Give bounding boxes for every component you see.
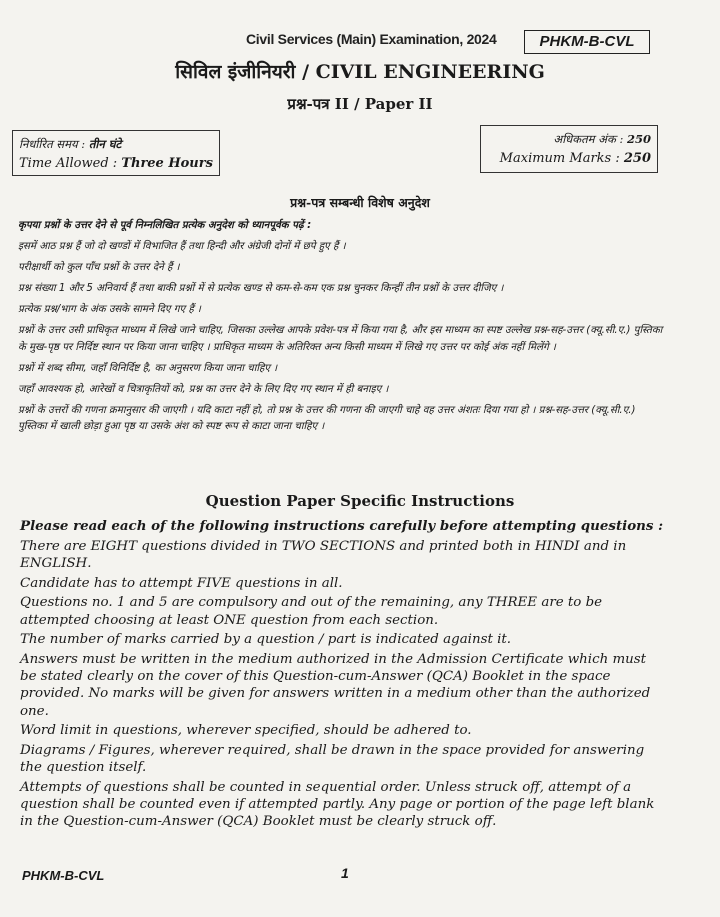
hindi-instruction-item: जहाँ आवश्यक हो, आरेखों व चित्राकृतियों को, प्रश्न का उत्तर देने के लिए दिए गए स्थान में ही बनाइए । <box>18 383 389 395</box>
time-hindi-row <box>19 135 213 154</box>
footer-paper-code: PHKM-B-CVL <box>22 868 105 883</box>
hindi-instructions-lead: कृपया प्रश्नों के उत्तर देने से पूर्व निम्नलिखित प्रत्येक अनुदेश को ध्यानपूर्वक पढ़ें : <box>18 220 312 231</box>
time-english-row <box>19 154 213 173</box>
english-instructions-heading: Question Paper Specific Instructions <box>205 492 515 510</box>
time-allowed-box <box>12 130 220 176</box>
hindi-instruction-item: परीक्षार्थी को कुल पाँच प्रश्नों के उत्तर देने हैं । <box>18 262 180 273</box>
paper-code-box: PHKM-B-CVL <box>524 30 650 54</box>
page-number: 1 <box>341 865 349 881</box>
english-instructions-lead: Please read each of the following instructions carefully before attempting questions : <box>20 518 664 534</box>
time-hindi-label: निर्धारित समय : <box>19 137 86 151</box>
hindi-instruction-item: इसमें आठ प्रश्न हैं जो दो खण्डों में विभाजित हैं तथा हिन्दी और अंग्रेजी दोनों में छपे हुए हैं । <box>18 241 346 252</box>
english-instruction-item: There are EIGHT questions divided in TWO SECTIONS and printed both in HINDI and in ENGLISH. <box>20 538 627 571</box>
marks-hindi-row <box>487 129 651 149</box>
english-instructions <box>20 518 664 833</box>
english-instruction-item: Candidate has to attempt FIVE questions in all. <box>20 575 343 591</box>
hindi-instruction-item: प्रश्नों के उत्तरों की गणना क्रमानुसार की जाएगी । यदि काटा नहीं हो, तो प्रश्न के उत्तर की गणना की जाएगी चाहे वह उत्तर अंशतः दिया गया हो । प्रश्न-सह-उत्तर (क्यू.सी.ए.) पुस्तिका में खाली छोड़ा हुआ पृष्ठ या उसके अंश को स्पष्ट रूप से काटा जाना चाहिए । <box>18 404 636 432</box>
english-instruction-item: Word limit in questions, wherever specified, should be adhered to. <box>20 723 472 739</box>
time-hindi-value: तीन घंटे <box>88 137 122 151</box>
max-marks-box <box>480 125 658 173</box>
marks-hindi-value: 250 <box>626 132 651 146</box>
hindi-instruction-item: प्रत्येक प्रश्न/भाग के अंक उसके सामने दिए गए हैं । <box>18 304 201 315</box>
english-instruction-item: Answers must be written in the medium authorized in the Admission Certificate which must be stated clearly on the cover of this Question-cum-Answer (QCA) Booklet in the space provided. No marks will be given for answers written in a medium other than the authorized one. <box>20 651 651 719</box>
hindi-instruction-item: प्रश्नों के उत्तर उसी प्राधिकृत माध्यम में लिखे जाने चाहिए, जिसका उल्लेख आपके प्रवेश-पत्र में किया गया है, और इस माध्यम का स्पष्ट उल्लेख प्रश्न-सह-उत्तर (क्यू.सी.ए.) पुस्तिका के मुख-पृष्ठ पर निर्दिष्ट स्थान पर किया जाना चाहिए । प्राधिकृत माध्यम के अतिरिक्त अन्य किसी माध्यम में लिखे गए उत्तर पर कोई अंक नहीं मिलेंगे । <box>18 325 663 353</box>
hindi-instructions-heading: प्रश्न-पत्र सम्बन्धी विशेष अनुदेश <box>290 195 430 210</box>
english-instruction-item: Attempts of questions shall be counted in sequential order. Unless struck off, attempt of a question shall be counted even if attempted partly. Any page or portion of the page left blank in the Question-cum-Answer (QCA) Booklet must be clearly struck off. <box>20 779 655 830</box>
time-english-label: Time Allowed : <box>19 156 118 171</box>
hindi-instruction-item: प्रश्नों में शब्द सीमा, जहाँ विनिर्दिष्ट है, का अनुसरण किया जाना चाहिए । <box>18 362 278 374</box>
english-instruction-item: Questions no. 1 and 5 are compulsory and out of the remaining, any THREE are to be attempted choosing at least ONE question from each section. <box>20 595 603 628</box>
time-english-value: Three Hours <box>121 156 213 171</box>
paper-number: प्रश्न-पत्र II / Paper II <box>287 95 433 113</box>
hindi-instructions <box>18 218 666 440</box>
marks-english-value: 250 <box>623 151 651 166</box>
marks-hindi-label: अधिकतम अंक : <box>553 132 624 146</box>
english-instruction-item: Diagrams / Figures, wherever required, shall be drawn in the space provided for answering the question itself. <box>20 742 645 776</box>
marks-english-row <box>487 149 651 169</box>
hindi-instruction-item: प्रश्न संख्या 1 और 5 अनिवार्य हैं तथा बाकी प्रश्नों में से प्रत्येक खण्ड से कम-से-कम एक प्रश्न चुनकर किन्हीं तीन प्रश्नों के उत्तर दीजिए । <box>18 283 504 294</box>
subject-title: सिविल इंजीनियरी / CIVIL ENGINEERING <box>175 61 545 83</box>
exam-name: Civil Services (Main) Examination, 2024 <box>246 31 497 47</box>
english-instruction-item: The number of marks carried by a question / part is indicated against it. <box>20 632 512 648</box>
marks-english-label: Maximum Marks : <box>499 151 620 166</box>
